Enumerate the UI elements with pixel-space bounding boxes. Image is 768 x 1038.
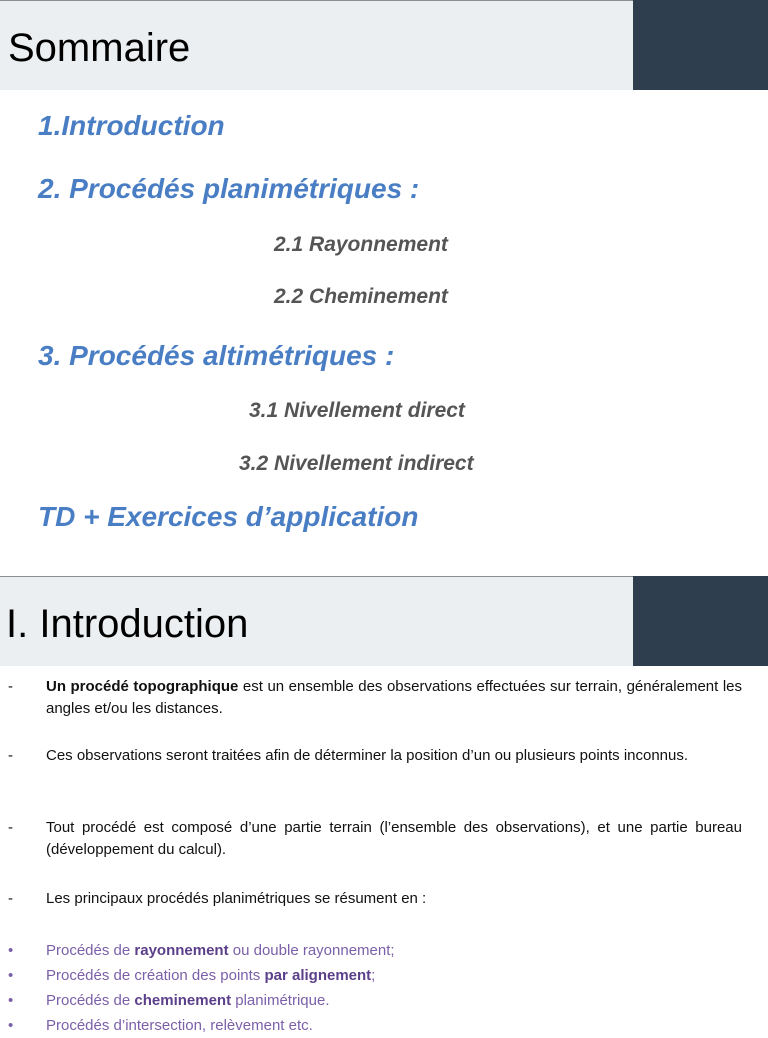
- paragraph-principaux: Les principaux procédés planimétriques se résument en :: [46, 890, 427, 907]
- list-item: [46, 988, 329, 1013]
- list-item-text: ;: [371, 967, 376, 984]
- list-item: [46, 1013, 313, 1038]
- list-item-emphasis: cheminement: [134, 992, 232, 1009]
- bullet-marker: •: [8, 942, 14, 959]
- toc-subitem-nivellement-direct: 3.1 Nivellement direct: [249, 399, 465, 422]
- title-accent-block: [633, 576, 768, 666]
- list-item-text: Procédés d’intersection, relèvement etc.: [46, 1017, 313, 1034]
- list-item: [46, 963, 375, 988]
- paragraph-composition: Tout procédé est composé d’une partie terrain (l’ensemble des observations), et une partie bureau (développement du calcul).: [46, 819, 742, 858]
- list-item-text: Procédés de création des points: [46, 967, 265, 984]
- bullet-marker: •: [8, 992, 14, 1009]
- toc-subitem-cheminement: 2.2 Cheminement: [274, 285, 448, 308]
- dash-marker: -: [8, 747, 13, 764]
- list-item-emphasis: par alignement: [264, 967, 372, 984]
- list-item-text: Procédés de: [46, 942, 135, 959]
- list-item-text: ou double rayonnement;: [228, 942, 395, 959]
- toc-subitem-nivellement-indirect: 3.2 Nivellement indirect: [239, 452, 474, 475]
- toc-item-planimetriques: 2. Procédés planimétriques :: [38, 173, 420, 204]
- title-accent-block: [633, 0, 768, 90]
- paragraph-definition: [46, 676, 742, 720]
- toc-item-td-exercices: TD + Exercices d’application: [38, 501, 419, 532]
- toc-subitem-rayonnement: 2.1 Rayonnement: [274, 233, 448, 256]
- toc-item-altimetriques: 3. Procédés altimétriques :: [38, 340, 395, 371]
- dash-marker: -: [8, 678, 13, 695]
- dash-marker: -: [8, 890, 13, 907]
- slide-introduction: [0, 576, 768, 1034]
- slide-title: Sommaire: [8, 26, 191, 70]
- list-item-emphasis: rayonnement: [134, 942, 229, 959]
- definition-text: est un ensemble des observations effectuées sur terrain, généralement les angles et/ou les distances.: [46, 678, 742, 717]
- dash-marker: -: [8, 819, 13, 836]
- definition-term: Un procédé topographique: [46, 678, 239, 695]
- bullet-marker: •: [8, 967, 14, 984]
- slide-title: I. Introduction: [6, 602, 249, 646]
- paragraph-observations: Ces observations seront traitées afin de déterminer la position d’un ou plusieurs points inconnus.: [46, 747, 689, 764]
- list-item: [46, 938, 395, 963]
- bullet-marker: •: [8, 1017, 14, 1034]
- list-item-text: Procédés de: [46, 992, 135, 1009]
- list-item-text: planimétrique.: [231, 992, 330, 1009]
- toc-item-introduction: 1.Introduction: [38, 110, 225, 141]
